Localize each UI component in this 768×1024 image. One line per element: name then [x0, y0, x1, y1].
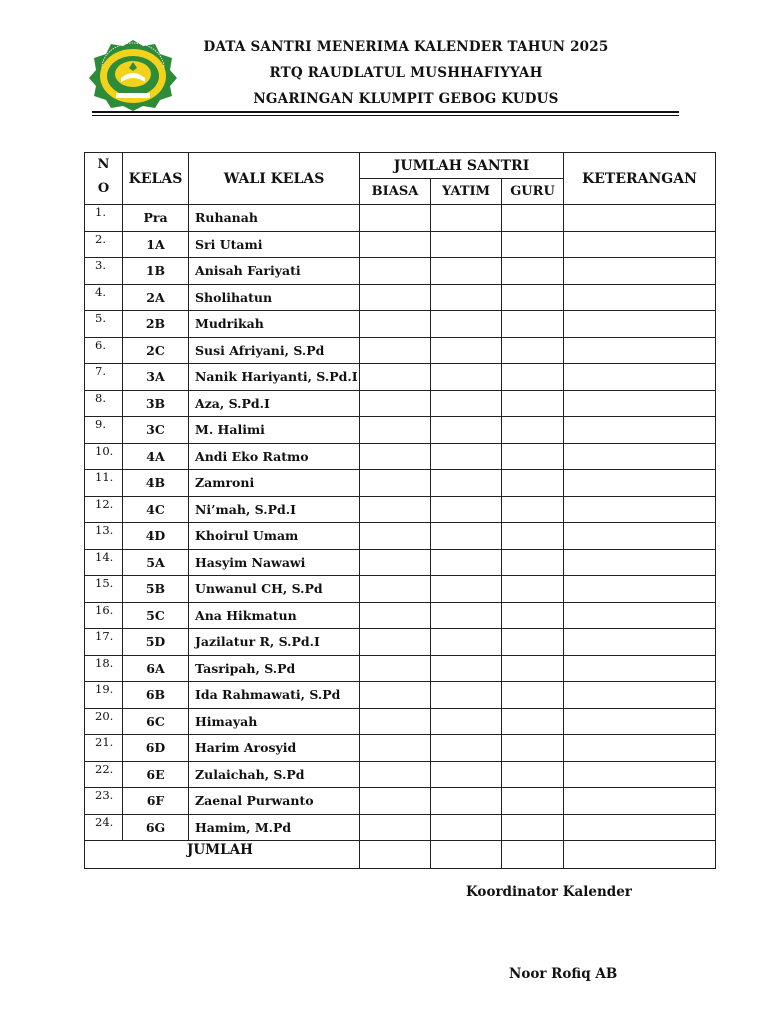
row-biasa [360, 258, 431, 285]
row-keterangan [564, 576, 716, 603]
table-row [85, 814, 716, 841]
row-guru [502, 629, 564, 656]
table-row [85, 417, 716, 444]
row-number: 11. [85, 470, 123, 497]
row-keterangan [564, 682, 716, 709]
header-rule-thin [92, 115, 679, 116]
total-yatim [431, 841, 502, 869]
row-wali-kelas: Susi Afriyani, S.Pd [189, 337, 360, 364]
header-no-top: N [97, 157, 110, 172]
row-number: 15. [85, 576, 123, 603]
header-wali-kelas: WALI KELAS [189, 153, 360, 205]
header-institution: RTQ RAUDLATUL MUSHHAFIYYAH [269, 65, 543, 81]
row-biasa [360, 761, 431, 788]
row-guru [502, 602, 564, 629]
row-yatim [431, 523, 502, 550]
table-row [85, 576, 716, 603]
row-guru [502, 523, 564, 550]
row-number: 24. [85, 814, 123, 841]
row-kelas: 4C [123, 496, 189, 523]
row-yatim [431, 788, 502, 815]
row-guru [502, 390, 564, 417]
table-row [85, 231, 716, 258]
header-no-bottom: O [97, 181, 110, 196]
row-biasa [360, 602, 431, 629]
row-number: 7. [85, 364, 123, 391]
row-kelas: 4B [123, 470, 189, 497]
row-keterangan [564, 470, 716, 497]
row-guru [502, 682, 564, 709]
row-yatim [431, 337, 502, 364]
row-wali-kelas: Ida Rahmawati, S.Pd [189, 682, 360, 709]
table-row [85, 708, 716, 735]
header-no [85, 153, 123, 205]
row-wali-kelas: Andi Eko Ratmo [189, 443, 360, 470]
row-kelas: 6A [123, 655, 189, 682]
row-wali-kelas: Himayah [189, 708, 360, 735]
total-label: JUMLAH [85, 841, 360, 869]
row-yatim [431, 761, 502, 788]
row-kelas: 5C [123, 602, 189, 629]
row-guru [502, 655, 564, 682]
row-number: 17. [85, 629, 123, 656]
document-header [190, 36, 622, 114]
table-row [85, 205, 716, 232]
row-biasa [360, 284, 431, 311]
row-wali-kelas: Ni’mah, S.Pd.I [189, 496, 360, 523]
header-jumlah-santri: JUMLAH SANTRI [360, 153, 564, 179]
row-number: 19. [85, 682, 123, 709]
row-number: 12. [85, 496, 123, 523]
row-kelas: 6E [123, 761, 189, 788]
row-kelas: 1A [123, 231, 189, 258]
row-yatim [431, 470, 502, 497]
school-logo [88, 38, 178, 112]
row-kelas: 2C [123, 337, 189, 364]
header-kelas: KELAS [123, 153, 189, 205]
table-row [85, 311, 716, 338]
row-biasa [360, 417, 431, 444]
row-wali-kelas: Hamim, M.Pd [189, 814, 360, 841]
row-yatim [431, 311, 502, 338]
row-kelas: 6B [123, 682, 189, 709]
row-yatim [431, 735, 502, 762]
row-guru [502, 284, 564, 311]
row-biasa [360, 655, 431, 682]
row-kelas: 1B [123, 258, 189, 285]
header-keterangan: KETERANGAN [564, 153, 716, 205]
row-guru [502, 337, 564, 364]
table-row [85, 390, 716, 417]
row-number: 20. [85, 708, 123, 735]
row-biasa [360, 682, 431, 709]
row-wali-kelas: Hasyim Nawawi [189, 549, 360, 576]
row-guru [502, 735, 564, 762]
header-biasa: BIASA [360, 179, 431, 205]
coordinator-name: Noor Rofiq AB [509, 966, 618, 982]
row-number: 8. [85, 390, 123, 417]
coordinator-role: Koordinator Kalender [466, 884, 632, 900]
row-wali-kelas: Sri Utami [189, 231, 360, 258]
row-number: 23. [85, 788, 123, 815]
row-biasa [360, 814, 431, 841]
row-guru [502, 576, 564, 603]
row-wali-kelas: Ana Hikmatun [189, 602, 360, 629]
row-yatim [431, 364, 502, 391]
table-row [85, 735, 716, 762]
row-keterangan [564, 655, 716, 682]
row-guru [502, 708, 564, 735]
row-number: 4. [85, 284, 123, 311]
row-wali-kelas: Zulaichah, S.Pd [189, 761, 360, 788]
row-keterangan [564, 814, 716, 841]
row-guru [502, 364, 564, 391]
table-row [85, 443, 716, 470]
row-keterangan [564, 284, 716, 311]
row-wali-kelas: Khoirul Umam [189, 523, 360, 550]
table-row [85, 682, 716, 709]
row-biasa [360, 470, 431, 497]
row-biasa [360, 443, 431, 470]
row-wali-kelas: Mudrikah [189, 311, 360, 338]
row-keterangan [564, 523, 716, 550]
row-wali-kelas: Tasripah, S.Pd [189, 655, 360, 682]
row-yatim [431, 417, 502, 444]
row-yatim [431, 629, 502, 656]
table-row [85, 337, 716, 364]
row-keterangan [564, 629, 716, 656]
header-guru: GURU [502, 179, 564, 205]
header-address: NGARINGAN KLUMPIT GEBOG KUDUS [253, 91, 559, 107]
row-wali-kelas: Anisah Fariyati [189, 258, 360, 285]
row-keterangan [564, 735, 716, 762]
row-number: 18. [85, 655, 123, 682]
row-number: 22. [85, 761, 123, 788]
row-yatim [431, 576, 502, 603]
row-keterangan [564, 602, 716, 629]
row-keterangan [564, 311, 716, 338]
table-row [85, 549, 716, 576]
row-yatim [431, 231, 502, 258]
row-keterangan [564, 443, 716, 470]
row-yatim [431, 602, 502, 629]
row-guru [502, 496, 564, 523]
row-biasa [360, 629, 431, 656]
row-wali-kelas: Sholihatun [189, 284, 360, 311]
row-yatim [431, 258, 502, 285]
row-number: 14. [85, 549, 123, 576]
table-row [85, 602, 716, 629]
row-guru [502, 205, 564, 232]
row-yatim [431, 655, 502, 682]
row-kelas: 6F [123, 788, 189, 815]
row-biasa [360, 523, 431, 550]
row-yatim [431, 205, 502, 232]
row-biasa [360, 337, 431, 364]
row-number: 5. [85, 311, 123, 338]
table-row [85, 523, 716, 550]
santri-table [84, 152, 716, 869]
row-guru [502, 311, 564, 338]
row-number: 9. [85, 417, 123, 444]
row-wali-kelas: Aza, S.Pd.I [189, 390, 360, 417]
row-yatim [431, 708, 502, 735]
row-kelas: 5A [123, 549, 189, 576]
table-row [85, 470, 716, 497]
row-keterangan [564, 496, 716, 523]
row-kelas: 3B [123, 390, 189, 417]
row-kelas: 3A [123, 364, 189, 391]
row-keterangan [564, 549, 716, 576]
row-wali-kelas: Jazilatur R, S.Pd.I [189, 629, 360, 656]
row-kelas: 6C [123, 708, 189, 735]
row-kelas: 4A [123, 443, 189, 470]
row-kelas: Pra [123, 205, 189, 232]
row-biasa [360, 708, 431, 735]
row-biasa [360, 496, 431, 523]
row-guru [502, 788, 564, 815]
header-title: DATA SANTRI MENERIMA KALENDER TAHUN 2025 [203, 39, 609, 55]
row-keterangan [564, 788, 716, 815]
header-rule-thick [92, 111, 679, 113]
row-biasa [360, 205, 431, 232]
row-yatim [431, 814, 502, 841]
row-kelas: 3C [123, 417, 189, 444]
row-yatim [431, 496, 502, 523]
row-guru [502, 258, 564, 285]
row-biasa [360, 549, 431, 576]
row-yatim [431, 549, 502, 576]
row-wali-kelas: Unwanul CH, S.Pd [189, 576, 360, 603]
row-biasa [360, 364, 431, 391]
row-number: 1. [85, 205, 123, 232]
table-row [85, 496, 716, 523]
row-keterangan [564, 205, 716, 232]
row-keterangan [564, 761, 716, 788]
row-yatim [431, 443, 502, 470]
row-biasa [360, 311, 431, 338]
row-kelas: 6D [123, 735, 189, 762]
row-biasa [360, 390, 431, 417]
total-biasa [360, 841, 431, 869]
total-guru [502, 841, 564, 869]
table-row [85, 364, 716, 391]
row-kelas: 5D [123, 629, 189, 656]
table-row [85, 788, 716, 815]
row-kelas: 5B [123, 576, 189, 603]
row-guru [502, 417, 564, 444]
total-keterangan [564, 841, 716, 869]
row-kelas: 6G [123, 814, 189, 841]
row-number: 2. [85, 231, 123, 258]
row-guru [502, 549, 564, 576]
row-guru [502, 761, 564, 788]
row-keterangan [564, 708, 716, 735]
row-wali-kelas: Harim Arosyid [189, 735, 360, 762]
row-number: 6. [85, 337, 123, 364]
row-number: 10. [85, 443, 123, 470]
row-biasa [360, 735, 431, 762]
row-kelas: 2B [123, 311, 189, 338]
row-kelas: 4D [123, 523, 189, 550]
row-number: 3. [85, 258, 123, 285]
row-keterangan [564, 364, 716, 391]
row-keterangan [564, 337, 716, 364]
row-number: 13. [85, 523, 123, 550]
row-biasa [360, 788, 431, 815]
row-wali-kelas: Zamroni [189, 470, 360, 497]
table-row [85, 655, 716, 682]
row-keterangan [564, 390, 716, 417]
header-yatim: YATIM [431, 179, 502, 205]
row-number: 21. [85, 735, 123, 762]
row-biasa [360, 231, 431, 258]
row-biasa [360, 576, 431, 603]
row-guru [502, 231, 564, 258]
table-row [85, 629, 716, 656]
row-yatim [431, 682, 502, 709]
total-row [85, 841, 716, 869]
table-row [85, 258, 716, 285]
row-keterangan [564, 231, 716, 258]
row-number: 16. [85, 602, 123, 629]
row-yatim [431, 284, 502, 311]
row-guru [502, 443, 564, 470]
row-wali-kelas: Ruhanah [189, 205, 360, 232]
row-wali-kelas: Nanik Hariyanti, S.Pd.I [189, 364, 360, 391]
table-row [85, 761, 716, 788]
row-kelas: 2A [123, 284, 189, 311]
row-keterangan [564, 258, 716, 285]
table-row [85, 284, 716, 311]
row-keterangan [564, 417, 716, 444]
row-guru [502, 470, 564, 497]
row-wali-kelas: Zaenal Purwanto [189, 788, 360, 815]
row-guru [502, 814, 564, 841]
row-wali-kelas: M. Halimi [189, 417, 360, 444]
row-yatim [431, 390, 502, 417]
